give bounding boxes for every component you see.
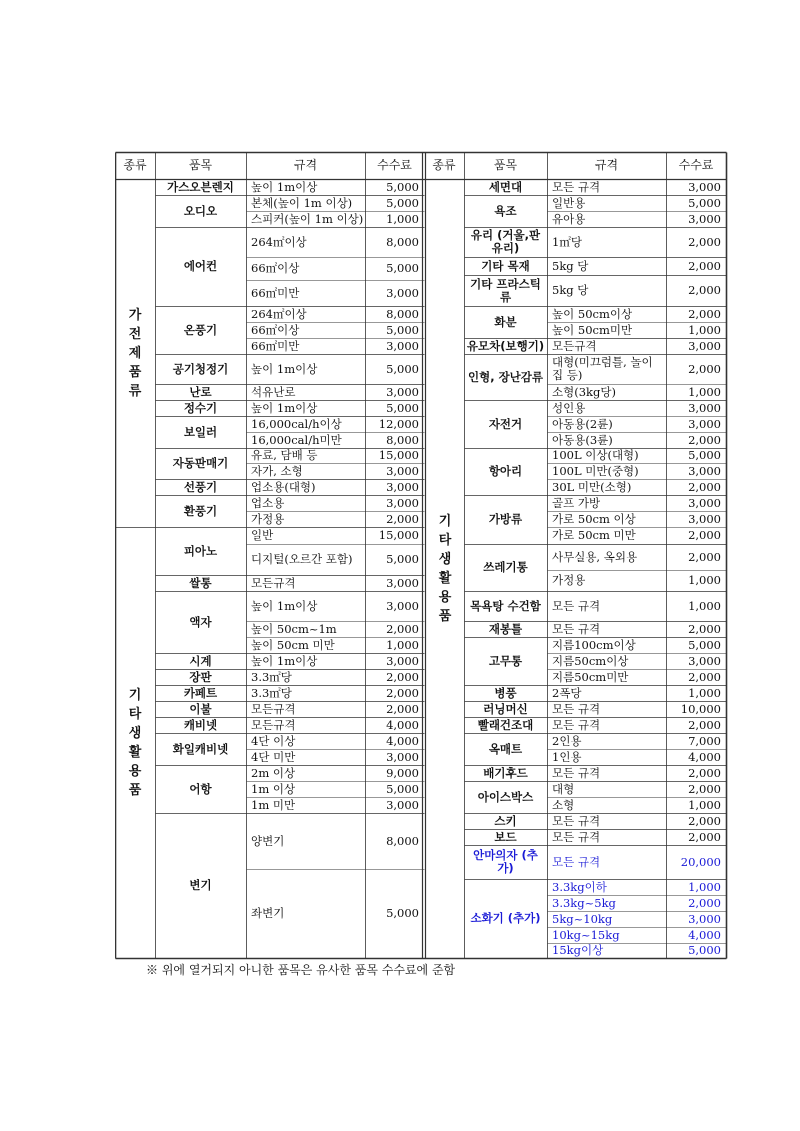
right-fee: 2,000 <box>688 528 721 542</box>
right-fee: 2,000 <box>688 283 721 297</box>
right-item-name: 스키 <box>494 813 517 828</box>
right-spec: 3.3kg이하 <box>552 879 607 894</box>
left-fee: 2,000 <box>386 621 419 636</box>
left-fee: 5,000 <box>386 195 419 210</box>
left-spec: 양변기 <box>251 833 285 848</box>
right-spec: 높이 50cm미만 <box>552 322 633 337</box>
left-fee: 5,000 <box>386 781 419 796</box>
left-fee: 3,000 <box>386 338 419 353</box>
left-spec: 높이 1m이상 <box>251 179 318 194</box>
right-fee: 3,000 <box>688 338 721 353</box>
right-fee: 2,000 <box>688 765 721 780</box>
footnote: ※ 위에 열거되지 아니한 품목은 유사한 품목 수수료에 준함 <box>146 963 456 977</box>
right-spec: 모든 규격 <box>552 829 601 844</box>
right-fee: 3,000 <box>688 653 721 668</box>
right-spec: 높이 50cm이상 <box>552 306 633 321</box>
right-spec: 모든 규격 <box>552 621 601 636</box>
left-fee: 4,000 <box>386 717 419 732</box>
left-spec: 석유난로 <box>251 384 296 399</box>
left-spec: 모든규격 <box>251 701 296 716</box>
header-left-item: 품목 <box>188 158 213 172</box>
left-item-name: 장판 <box>189 669 212 684</box>
right-fee: 4,000 <box>688 927 721 942</box>
right-spec: 지름50cm미만 <box>552 669 629 684</box>
left-fee: 3,000 <box>386 797 419 812</box>
right-fee: 3,000 <box>688 211 721 226</box>
left-spec: 3.3㎡당 <box>251 685 292 700</box>
left-fee: 3,000 <box>386 495 419 510</box>
left-fee: 8,000 <box>386 306 419 321</box>
right-fee: 2,000 <box>688 813 721 828</box>
right-spec: 100L 미만(중형) <box>552 463 639 478</box>
left-spec: 본체(높이 1m 이상) <box>251 195 353 210</box>
left-spec: 가정용 <box>251 511 285 526</box>
left-spec: 높이 1m이상 <box>251 653 318 668</box>
right-item-name: 고무통 <box>488 653 523 668</box>
right-item-name: 병풍 <box>494 685 517 700</box>
left-fee: 15,000 <box>378 448 419 462</box>
left-fee: 5,000 <box>386 322 419 337</box>
left-spec: 66㎡이상 <box>251 322 300 337</box>
left-item-name: 피아노 <box>183 543 218 558</box>
right-fee: 2,000 <box>688 895 721 910</box>
left-item-name: 난로 <box>189 384 212 399</box>
right-fee: 3,000 <box>688 416 721 431</box>
right-fee: 2,000 <box>688 361 721 376</box>
header-right-item: 품목 <box>493 158 518 172</box>
right-fee: 2,000 <box>688 432 721 447</box>
right-fee: 2,000 <box>688 669 721 684</box>
right-spec: 지름100cm이상 <box>552 637 636 652</box>
right-spec: 소형(3kg당) <box>552 384 616 399</box>
right-spec: 10kg~15kg <box>552 927 620 942</box>
right-fee: 3,000 <box>688 400 721 415</box>
right-spec: 5kg~10kg <box>552 911 613 926</box>
right-spec: 아동용(2륜) <box>552 416 613 431</box>
left-category-appliances: 가전제품류 <box>128 307 142 399</box>
right-item-name: 항아리 <box>488 464 523 478</box>
right-item-name: 화분 <box>494 314 517 329</box>
right-spec: 지름50cm이상 <box>552 653 629 668</box>
right-fee: 1,000 <box>688 797 721 812</box>
left-fee: 2,000 <box>386 685 419 700</box>
left-fee: 5,000 <box>386 400 419 415</box>
left-spec: 4단 이상 <box>251 733 296 748</box>
left-spec: 16,000cal/h미만 <box>251 432 342 447</box>
left-item-name: 어항 <box>189 781 212 796</box>
left-fee: 3,000 <box>386 575 419 590</box>
right-fee: 5,000 <box>688 943 721 957</box>
left-spec: 3.3㎡당 <box>251 669 292 684</box>
right-item-name: 자전거 <box>488 416 523 431</box>
left-fee: 5,000 <box>386 361 419 376</box>
right-item-name: 재봉틀 <box>488 621 523 636</box>
left-spec: 1m 미만 <box>251 797 296 812</box>
left-item-name: 정수기 <box>183 400 218 415</box>
left-fee: 3,000 <box>386 463 419 478</box>
left-spec: 높이 1m이상 <box>251 598 318 613</box>
left-item-name: 액자 <box>189 614 212 629</box>
right-item-name: 가방류 <box>488 512 523 526</box>
right-spec: 아동용(3륜) <box>552 432 613 447</box>
right-spec: 모든 규격 <box>552 813 601 828</box>
left-fee: 8,000 <box>386 234 419 249</box>
left-item-name: 카페트 <box>183 685 218 700</box>
left-spec: 높이 50cm~1m <box>251 621 337 636</box>
left-item-name: 화일캐비넷 <box>172 741 229 756</box>
right-item-name: 빨래건조대 <box>477 717 534 732</box>
right-fee: 1,000 <box>688 598 721 613</box>
left-spec: 16,000cal/h이상 <box>251 416 342 431</box>
left-spec: 1m 이상 <box>251 781 296 796</box>
right-spec: 모든 규격 <box>552 717 601 732</box>
right-spec: 2인용 <box>552 733 582 748</box>
left-spec: 모든규격 <box>251 575 296 590</box>
header-left-fee: 수수료 <box>377 158 412 172</box>
right-fee: 1,000 <box>688 322 721 337</box>
left-item-name: 쌀통 <box>189 575 212 590</box>
right-spec: 3.3kg~5kg <box>552 895 616 910</box>
right-item-name: 욕조 <box>494 203 517 218</box>
right-spec: 일반용 <box>552 195 586 210</box>
left-spec: 4단 미만 <box>251 749 296 764</box>
left-fee: 1,000 <box>386 637 419 652</box>
right-spec: 5kg 당 <box>552 258 589 273</box>
left-item-name: 공기청정기 <box>172 361 229 376</box>
right-spec: 유아용 <box>552 211 586 226</box>
left-item-name: 에어컨 <box>183 259 218 273</box>
right-spec: 대형(미끄럼틀, 놀이집 등) <box>552 355 653 382</box>
right-item-name: 목욕탕 수건함 <box>470 598 541 613</box>
right-fee: 5,000 <box>688 195 721 210</box>
right-fee: 1,000 <box>688 879 721 894</box>
right-spec: 골프 가방 <box>552 495 601 510</box>
left-spec: 2m 이상 <box>251 765 296 780</box>
left-item-name: 캐비넷 <box>183 717 218 732</box>
right-spec: 100L 이상(대형) <box>552 448 639 462</box>
left-fee: 3,000 <box>386 285 419 300</box>
left-fee: 3,000 <box>386 384 419 399</box>
right-fee: 2,000 <box>688 258 721 273</box>
right-item-name: 기타 프라스틱류 <box>470 276 541 304</box>
left-item-name: 변기 <box>189 878 212 892</box>
right-fee: 3,000 <box>688 511 721 526</box>
right-spec: 모든규격 <box>552 338 597 353</box>
right-spec: 5kg 당 <box>552 283 589 297</box>
left-spec: 업소용(대형) <box>251 479 316 494</box>
right-fee: 1,000 <box>688 573 721 587</box>
left-spec: 높이 1m이상 <box>251 400 318 415</box>
right-spec: 모든 규격 <box>552 598 601 613</box>
left-fee: 5,000 <box>386 261 419 275</box>
right-fee: 2,000 <box>688 479 721 494</box>
fee-table <box>115 150 726 958</box>
header-right-category: 종류 <box>432 158 456 172</box>
right-spec: 성인용 <box>552 400 586 415</box>
left-spec: 모든규격 <box>251 717 296 732</box>
left-spec: 높이 1m이상 <box>251 361 318 376</box>
right-spec: 가정용 <box>552 573 586 587</box>
left-spec: 스피커(높이 1m 이상) <box>251 211 364 226</box>
right-item-name: 안마의자 (추가) <box>473 848 538 875</box>
left-fee: 2,000 <box>386 701 419 716</box>
right-spec: 30L 미만(소형) <box>552 479 632 494</box>
left-fee: 15,000 <box>378 528 419 542</box>
right-item-name: 인형, 장난감류 <box>467 369 544 384</box>
left-item-name: 자동판매기 <box>172 456 229 470</box>
header-right-spec: 규격 <box>594 158 619 172</box>
right-spec: 소형 <box>552 797 575 812</box>
left-item-name: 선풍기 <box>183 479 218 494</box>
left-fee: 2,000 <box>386 511 419 526</box>
right-spec: 모든 규격 <box>552 854 601 869</box>
right-fee: 2,000 <box>688 781 721 796</box>
right-item-name: 유리 (거울,판유리) <box>470 228 541 255</box>
left-category-household: 기타생활용품 <box>128 687 142 798</box>
right-fee: 3,000 <box>688 179 721 194</box>
left-fee: 5,000 <box>386 906 419 920</box>
left-spec: 일반 <box>251 528 274 542</box>
right-fee: 1,000 <box>688 685 721 700</box>
right-fee: 4,000 <box>688 749 721 764</box>
right-item-name: 보드 <box>494 829 517 844</box>
right-item-name: 배기후드 <box>483 765 528 780</box>
left-item-name: 이불 <box>189 701 212 716</box>
left-spec: 264㎡이상 <box>251 234 307 249</box>
right-spec: 사무실용, 옥외용 <box>552 549 638 564</box>
left-spec: 유료, 담배 등 <box>251 448 318 462</box>
right-spec: 1인용 <box>552 749 582 764</box>
left-fee: 4,000 <box>386 733 419 748</box>
left-fee: 3,000 <box>386 598 419 613</box>
left-fee: 2,000 <box>386 669 419 684</box>
right-fee: 5,000 <box>688 448 721 462</box>
right-spec: 가로 50cm 미만 <box>552 528 636 542</box>
right-fee: 1,000 <box>688 384 721 399</box>
right-spec: 대형 <box>552 781 575 796</box>
header-left-category: 종류 <box>123 158 147 172</box>
left-item-name: 온풍기 <box>183 322 218 337</box>
left-fee: 1,000 <box>386 211 419 226</box>
right-item-name: 기타 목재 <box>481 258 530 273</box>
left-spec: 66㎡미만 <box>251 285 300 300</box>
left-spec: 좌변기 <box>251 906 285 920</box>
right-spec: 2폭당 <box>552 685 582 700</box>
right-spec: 1㎡당 <box>552 234 582 249</box>
left-spec: 업소용 <box>251 495 285 510</box>
right-fee: 2,000 <box>688 621 721 636</box>
right-spec: 가로 50cm 이상 <box>552 511 636 526</box>
left-item-name: 가스오븐렌지 <box>167 179 234 194</box>
left-spec: 66㎡미만 <box>251 338 300 353</box>
left-item-name: 보일러 <box>183 424 218 439</box>
left-fee: 9,000 <box>386 765 419 780</box>
right-fee: 2,000 <box>688 234 721 249</box>
left-fee: 5,000 <box>386 179 419 194</box>
right-fee: 2,000 <box>688 306 721 321</box>
left-fee: 5,000 <box>386 552 419 566</box>
left-fee: 3,000 <box>386 479 419 494</box>
right-fee: 10,000 <box>680 701 721 716</box>
right-spec: 모든 규격 <box>552 701 601 716</box>
right-fee: 5,000 <box>688 637 721 652</box>
left-item-name: 환풍기 <box>183 503 218 518</box>
right-fee: 20,000 <box>680 854 721 869</box>
right-fee: 2,000 <box>688 717 721 732</box>
left-fee: 3,000 <box>386 749 419 764</box>
right-item-name: 러닝머신 <box>483 701 528 716</box>
header-left-spec: 규격 <box>293 158 318 172</box>
right-item-name: 쓰레기통 <box>483 560 528 574</box>
right-spec: 모든 규격 <box>552 179 601 194</box>
left-item-name: 오디오 <box>183 203 218 218</box>
right-fee: 2,000 <box>688 829 721 844</box>
left-fee: 3,000 <box>386 653 419 668</box>
right-fee: 3,000 <box>688 463 721 478</box>
right-fee: 7,000 <box>688 733 721 748</box>
right-fee: 3,000 <box>688 911 721 926</box>
left-fee: 12,000 <box>378 416 419 431</box>
left-spec: 디지털(오르간 포함) <box>251 552 353 566</box>
left-fee: 8,000 <box>386 432 419 447</box>
left-spec: 자가, 소형 <box>251 463 303 478</box>
right-item-name: 옥매트 <box>488 741 523 756</box>
left-item-name: 시계 <box>189 653 212 668</box>
right-spec: 15kg이상 <box>552 943 604 957</box>
right-item-name: 세면대 <box>488 179 523 194</box>
right-item-name: 소화기 (추가) <box>470 911 541 925</box>
right-spec: 모든 규격 <box>552 765 601 780</box>
left-spec: 66㎡이상 <box>251 261 300 275</box>
left-fee: 8,000 <box>386 833 419 848</box>
right-fee: 3,000 <box>688 495 721 510</box>
right-item-name: 아이스박스 <box>477 789 534 804</box>
right-item-name: 유모차(보행기) <box>466 338 545 353</box>
right-category-household: 기타생활용품 <box>438 513 452 624</box>
right-fee: 2,000 <box>688 549 721 564</box>
header-right-fee: 수수료 <box>678 158 714 172</box>
left-spec: 높이 50cm 미만 <box>251 637 335 652</box>
left-spec: 264㎡이상 <box>251 306 307 321</box>
